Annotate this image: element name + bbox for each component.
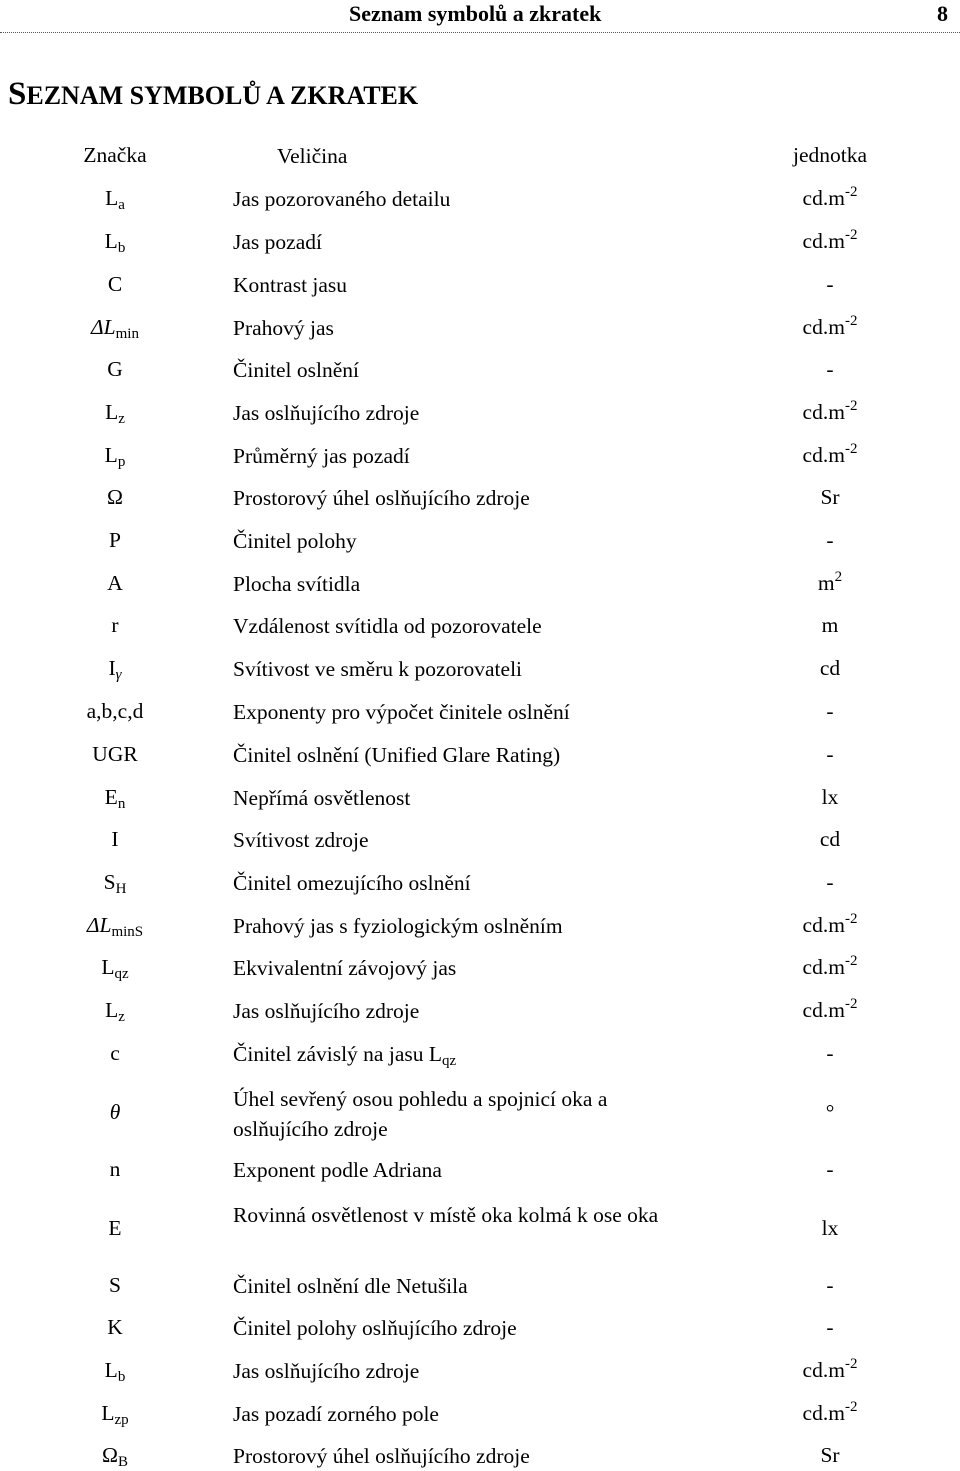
quantity-text: Činitel oslnění xyxy=(233,358,360,382)
unit-superscript: -2 xyxy=(844,1399,858,1415)
symbol-text: E xyxy=(104,785,118,809)
unit-text: Sr xyxy=(820,1443,840,1467)
symbol-cell xyxy=(60,697,170,725)
symbol-subscript: qz xyxy=(114,966,129,982)
quantity-cell xyxy=(233,1356,703,1386)
symbol-cell xyxy=(60,355,170,383)
unit-cell xyxy=(770,697,890,725)
unit-cell xyxy=(770,1214,890,1242)
symbol-text: ΔL xyxy=(91,315,116,339)
quantity-cell xyxy=(233,569,703,599)
symbol-text: S xyxy=(103,870,116,894)
quantity-text: Prostorový úhel oslňujícího zdroje xyxy=(233,1444,530,1468)
quantity-cell xyxy=(233,1039,703,1069)
quantity-text: Prahový jas s fyziologickým oslněním xyxy=(233,914,563,938)
quantity-text: Průměrný jas pozadí xyxy=(233,444,410,468)
unit-text: cd.m xyxy=(802,400,845,424)
unit-text: lx xyxy=(821,1216,839,1240)
unit-superscript: -2 xyxy=(844,313,858,329)
unit-text: cd xyxy=(819,656,841,680)
quantity-text: Vzdálenost svítidla od pozorovatele xyxy=(233,614,542,638)
quantity-cell xyxy=(233,227,703,257)
symbol-cell xyxy=(60,1155,170,1183)
symbol-cell xyxy=(60,184,170,212)
page-title xyxy=(8,76,418,113)
unit-text: cd xyxy=(819,827,841,851)
quantity-text: Prahový jas xyxy=(233,316,334,340)
unit-text: - xyxy=(826,357,834,381)
unit-superscript: -2 xyxy=(844,227,858,243)
quantity-cell xyxy=(233,996,703,1026)
quantity-text: Činitel polohy xyxy=(233,529,357,553)
symbol-text: Ω xyxy=(107,485,123,509)
symbol-subscript: n xyxy=(117,796,126,812)
unit-text: cd.m xyxy=(802,229,845,253)
unit-text: Sr xyxy=(820,485,840,509)
symbol-cell xyxy=(60,1271,170,1299)
symbol-text: L xyxy=(104,1358,118,1382)
symbol-cell xyxy=(60,1399,170,1427)
symbol-subscript: b xyxy=(117,1369,126,1385)
unit-text: ° xyxy=(825,1100,835,1124)
quantity-text: Svítivost ve směru k pozorovateli xyxy=(233,657,523,681)
unit-cell xyxy=(770,783,890,811)
quantity-cell xyxy=(233,868,703,898)
unit-text: cd.m xyxy=(802,955,845,979)
symbol-cell xyxy=(60,868,170,896)
unit-text: - xyxy=(826,699,834,723)
quantity-text: Jas pozadí xyxy=(233,230,322,254)
quantity-text: Ekvivalentní závojový jas xyxy=(233,956,457,980)
symbol-subscript: B xyxy=(117,1454,128,1470)
symbol-text: A xyxy=(107,571,123,595)
symbol-cell xyxy=(60,783,170,811)
quantity-text: Plocha svítidla xyxy=(233,572,361,596)
symbol-text: L xyxy=(104,229,118,253)
unit-cell xyxy=(770,740,890,768)
quantity-cell xyxy=(233,953,703,983)
unit-superscript: 2 xyxy=(834,569,843,585)
symbol-cell xyxy=(60,1313,170,1341)
symbol-subscript: b xyxy=(117,240,126,256)
symbol-subscript: γ xyxy=(115,667,122,683)
quantity-text: Nepřímá osvětlenost xyxy=(233,786,411,810)
running-header xyxy=(0,0,960,33)
quantity-cell xyxy=(233,1313,703,1343)
unit-cell xyxy=(770,1441,890,1469)
symbol-subscript: p xyxy=(117,454,126,470)
column-header-symbol: Značka xyxy=(83,143,147,167)
unit-text: - xyxy=(826,1315,834,1339)
symbol-text: c xyxy=(110,1041,120,1065)
title-first-letter: S xyxy=(8,76,27,112)
unit-cell xyxy=(770,398,890,426)
quantity-cell xyxy=(233,441,703,471)
symbol-subscript: minS xyxy=(111,924,144,940)
unit-cell xyxy=(770,911,890,939)
unit-text: cd.m xyxy=(802,443,845,467)
unit-text: cd.m xyxy=(802,913,845,937)
symbol-cell xyxy=(60,996,170,1024)
unit-cell xyxy=(770,270,890,298)
unit-cell xyxy=(770,953,890,981)
unit-text: cd.m xyxy=(802,186,845,210)
quantity-cell xyxy=(233,1200,683,1230)
symbol-text: Ω xyxy=(102,1443,118,1467)
quantity-text: Jas pozorovaného detailu xyxy=(233,187,451,211)
symbol-text: r xyxy=(111,613,119,637)
unit-superscript: -2 xyxy=(844,996,858,1012)
unit-cell xyxy=(770,1313,890,1341)
quantity-text: Jas oslňujícího zdroje xyxy=(233,401,420,425)
symbol-subscript: H xyxy=(115,881,127,897)
quantity-text: Činitel oslnění (Unified Glare Rating) xyxy=(233,743,561,767)
quantity-cell xyxy=(233,184,703,214)
quantity-cell xyxy=(233,1155,703,1185)
quantity-text: Jas oslňujícího zdroje xyxy=(233,999,420,1023)
unit-cell xyxy=(770,441,890,469)
unit-text: cd.m xyxy=(802,1401,845,1425)
symbol-text: S xyxy=(109,1273,121,1297)
quantity-cell xyxy=(233,654,703,684)
symbol-text: I xyxy=(111,827,119,851)
symbol-text: ΔL xyxy=(86,913,112,937)
title-rest: EZNAM SYMBOLŮ A ZKRATEK xyxy=(26,81,419,110)
symbol-text: L xyxy=(105,998,119,1022)
unit-cell xyxy=(770,868,890,896)
quantity-cell xyxy=(233,313,703,343)
unit-superscript: -2 xyxy=(844,441,858,457)
unit-superscript: -2 xyxy=(844,953,858,969)
symbol-cell xyxy=(60,1098,170,1126)
running-title: Seznam symbolů a zkratek xyxy=(349,1,602,26)
symbol-cell xyxy=(60,1441,170,1469)
symbol-text: C xyxy=(107,272,123,296)
symbol-text: L xyxy=(101,955,115,979)
quantity-cell xyxy=(233,611,703,641)
quantity-cell xyxy=(233,483,703,513)
unit-cell xyxy=(770,355,890,383)
unit-cell xyxy=(770,1039,890,1067)
quantity-text: Úhel sevřený osou pohledu a spojnicí oka a oslňujícího zdroje xyxy=(233,1087,608,1141)
unit-superscript: -2 xyxy=(844,398,858,414)
unit-text: - xyxy=(826,528,834,552)
quantity-text: Rovinná osvětlenost v místě oka kolmá k ose oka xyxy=(233,1203,659,1227)
unit-cell xyxy=(770,996,890,1024)
symbol-subscript: a xyxy=(118,197,125,213)
quantity-cell xyxy=(233,526,703,556)
unit-cell xyxy=(770,569,890,597)
symbol-cell xyxy=(60,398,170,426)
unit-cell xyxy=(770,1271,890,1299)
quantity-text: Činitel závislý na jasu L xyxy=(233,1042,442,1066)
symbol-cell xyxy=(60,825,170,853)
symbol-text: I xyxy=(108,656,116,680)
quantity-cell xyxy=(233,355,703,385)
page-number: 8 xyxy=(937,1,948,26)
symbol-cell xyxy=(60,654,170,682)
symbol-cell xyxy=(60,1214,170,1242)
unit-text: m xyxy=(821,613,839,637)
symbol-text: G xyxy=(107,357,123,381)
unit-cell xyxy=(770,184,890,212)
symbol-cell xyxy=(60,740,170,768)
unit-cell xyxy=(770,313,890,341)
symbol-cell xyxy=(60,953,170,981)
quantity-cell xyxy=(233,1084,683,1144)
quantity-text: Jas oslňujícího zdroje xyxy=(233,1359,420,1383)
quantity-cell xyxy=(233,740,703,770)
quantity-text: Jas pozadí zorného pole xyxy=(233,1402,439,1426)
unit-text: - xyxy=(826,1041,834,1065)
quantity-cell xyxy=(233,697,703,727)
unit-cell xyxy=(770,1155,890,1183)
unit-text: cd.m xyxy=(802,315,845,339)
unit-text: - xyxy=(826,272,834,296)
quantity-text: Exponent podle Adriana xyxy=(233,1158,442,1182)
quantity-text: Svítivost zdroje xyxy=(233,828,369,852)
symbol-subscript: min xyxy=(115,326,139,342)
quantity-cell xyxy=(233,911,703,941)
symbol-text: L xyxy=(104,443,118,467)
symbol-cell xyxy=(60,526,170,554)
unit-superscript: -2 xyxy=(844,911,858,927)
symbol-cell xyxy=(60,1356,170,1384)
unit-text: - xyxy=(826,1273,834,1297)
column-header-name: Veličina xyxy=(277,144,348,168)
symbol-cell xyxy=(60,227,170,255)
symbol-cell xyxy=(60,611,170,639)
quantity-text: Činitel polohy oslňujícího zdroje xyxy=(233,1316,517,1340)
symbol-text: L xyxy=(105,400,119,424)
unit-cell xyxy=(770,1399,890,1427)
unit-cell xyxy=(770,1356,890,1384)
symbol-text: a,b,c,d xyxy=(86,699,144,723)
quantity-cell xyxy=(233,1399,703,1429)
unit-superscript: -2 xyxy=(844,184,858,200)
symbol-cell xyxy=(60,441,170,469)
symbol-cell xyxy=(60,483,170,511)
symbol-text: θ xyxy=(109,1100,121,1124)
unit-text: cd.m xyxy=(802,1358,845,1382)
quantity-cell xyxy=(233,398,703,428)
quantity-cell xyxy=(233,825,703,855)
unit-cell xyxy=(770,483,890,511)
symbol-subscript: zp xyxy=(114,1412,129,1428)
quantity-cell xyxy=(233,783,703,813)
unit-cell xyxy=(770,227,890,255)
unit-text: cd.m xyxy=(802,998,845,1022)
symbol-text: UGR xyxy=(92,742,138,766)
unit-superscript: -2 xyxy=(844,1356,858,1372)
quantity-text: Prostorový úhel oslňujícího zdroje xyxy=(233,486,530,510)
quantity-text: Činitel oslnění dle Netušila xyxy=(233,1274,468,1298)
quantity-text: Kontrast jasu xyxy=(233,273,348,297)
symbol-text: L xyxy=(101,1401,115,1425)
symbol-text: n xyxy=(109,1157,121,1181)
unit-text: - xyxy=(826,742,834,766)
symbol-text: K xyxy=(107,1315,123,1339)
unit-cell xyxy=(770,611,890,639)
quantity-text: Exponenty pro výpočet činitele oslnění xyxy=(233,700,570,724)
quantity-subscript: qz xyxy=(442,1053,457,1069)
symbol-subscript: z xyxy=(118,411,125,427)
symbol-subscript: z xyxy=(118,1009,125,1025)
column-header-unit: jednotka xyxy=(792,143,868,167)
symbol-cell xyxy=(60,911,170,939)
unit-text: - xyxy=(826,1157,834,1181)
quantity-text: Činitel omezujícího oslnění xyxy=(233,871,471,895)
symbol-text: L xyxy=(105,186,119,210)
unit-cell xyxy=(770,526,890,554)
unit-cell xyxy=(770,654,890,682)
quantity-cell xyxy=(233,1441,703,1471)
unit-cell xyxy=(770,1098,890,1126)
symbol-cell xyxy=(60,270,170,298)
unit-text: m xyxy=(817,571,835,595)
symbol-text: E xyxy=(108,1216,122,1240)
symbol-cell xyxy=(60,569,170,597)
symbol-cell xyxy=(60,1039,170,1067)
symbol-text: P xyxy=(109,528,121,552)
unit-cell xyxy=(770,825,890,853)
quantity-cell xyxy=(233,270,703,300)
unit-text: lx xyxy=(821,785,839,809)
symbol-cell xyxy=(60,313,170,341)
quantity-cell xyxy=(233,1271,703,1301)
unit-text: - xyxy=(826,870,834,894)
